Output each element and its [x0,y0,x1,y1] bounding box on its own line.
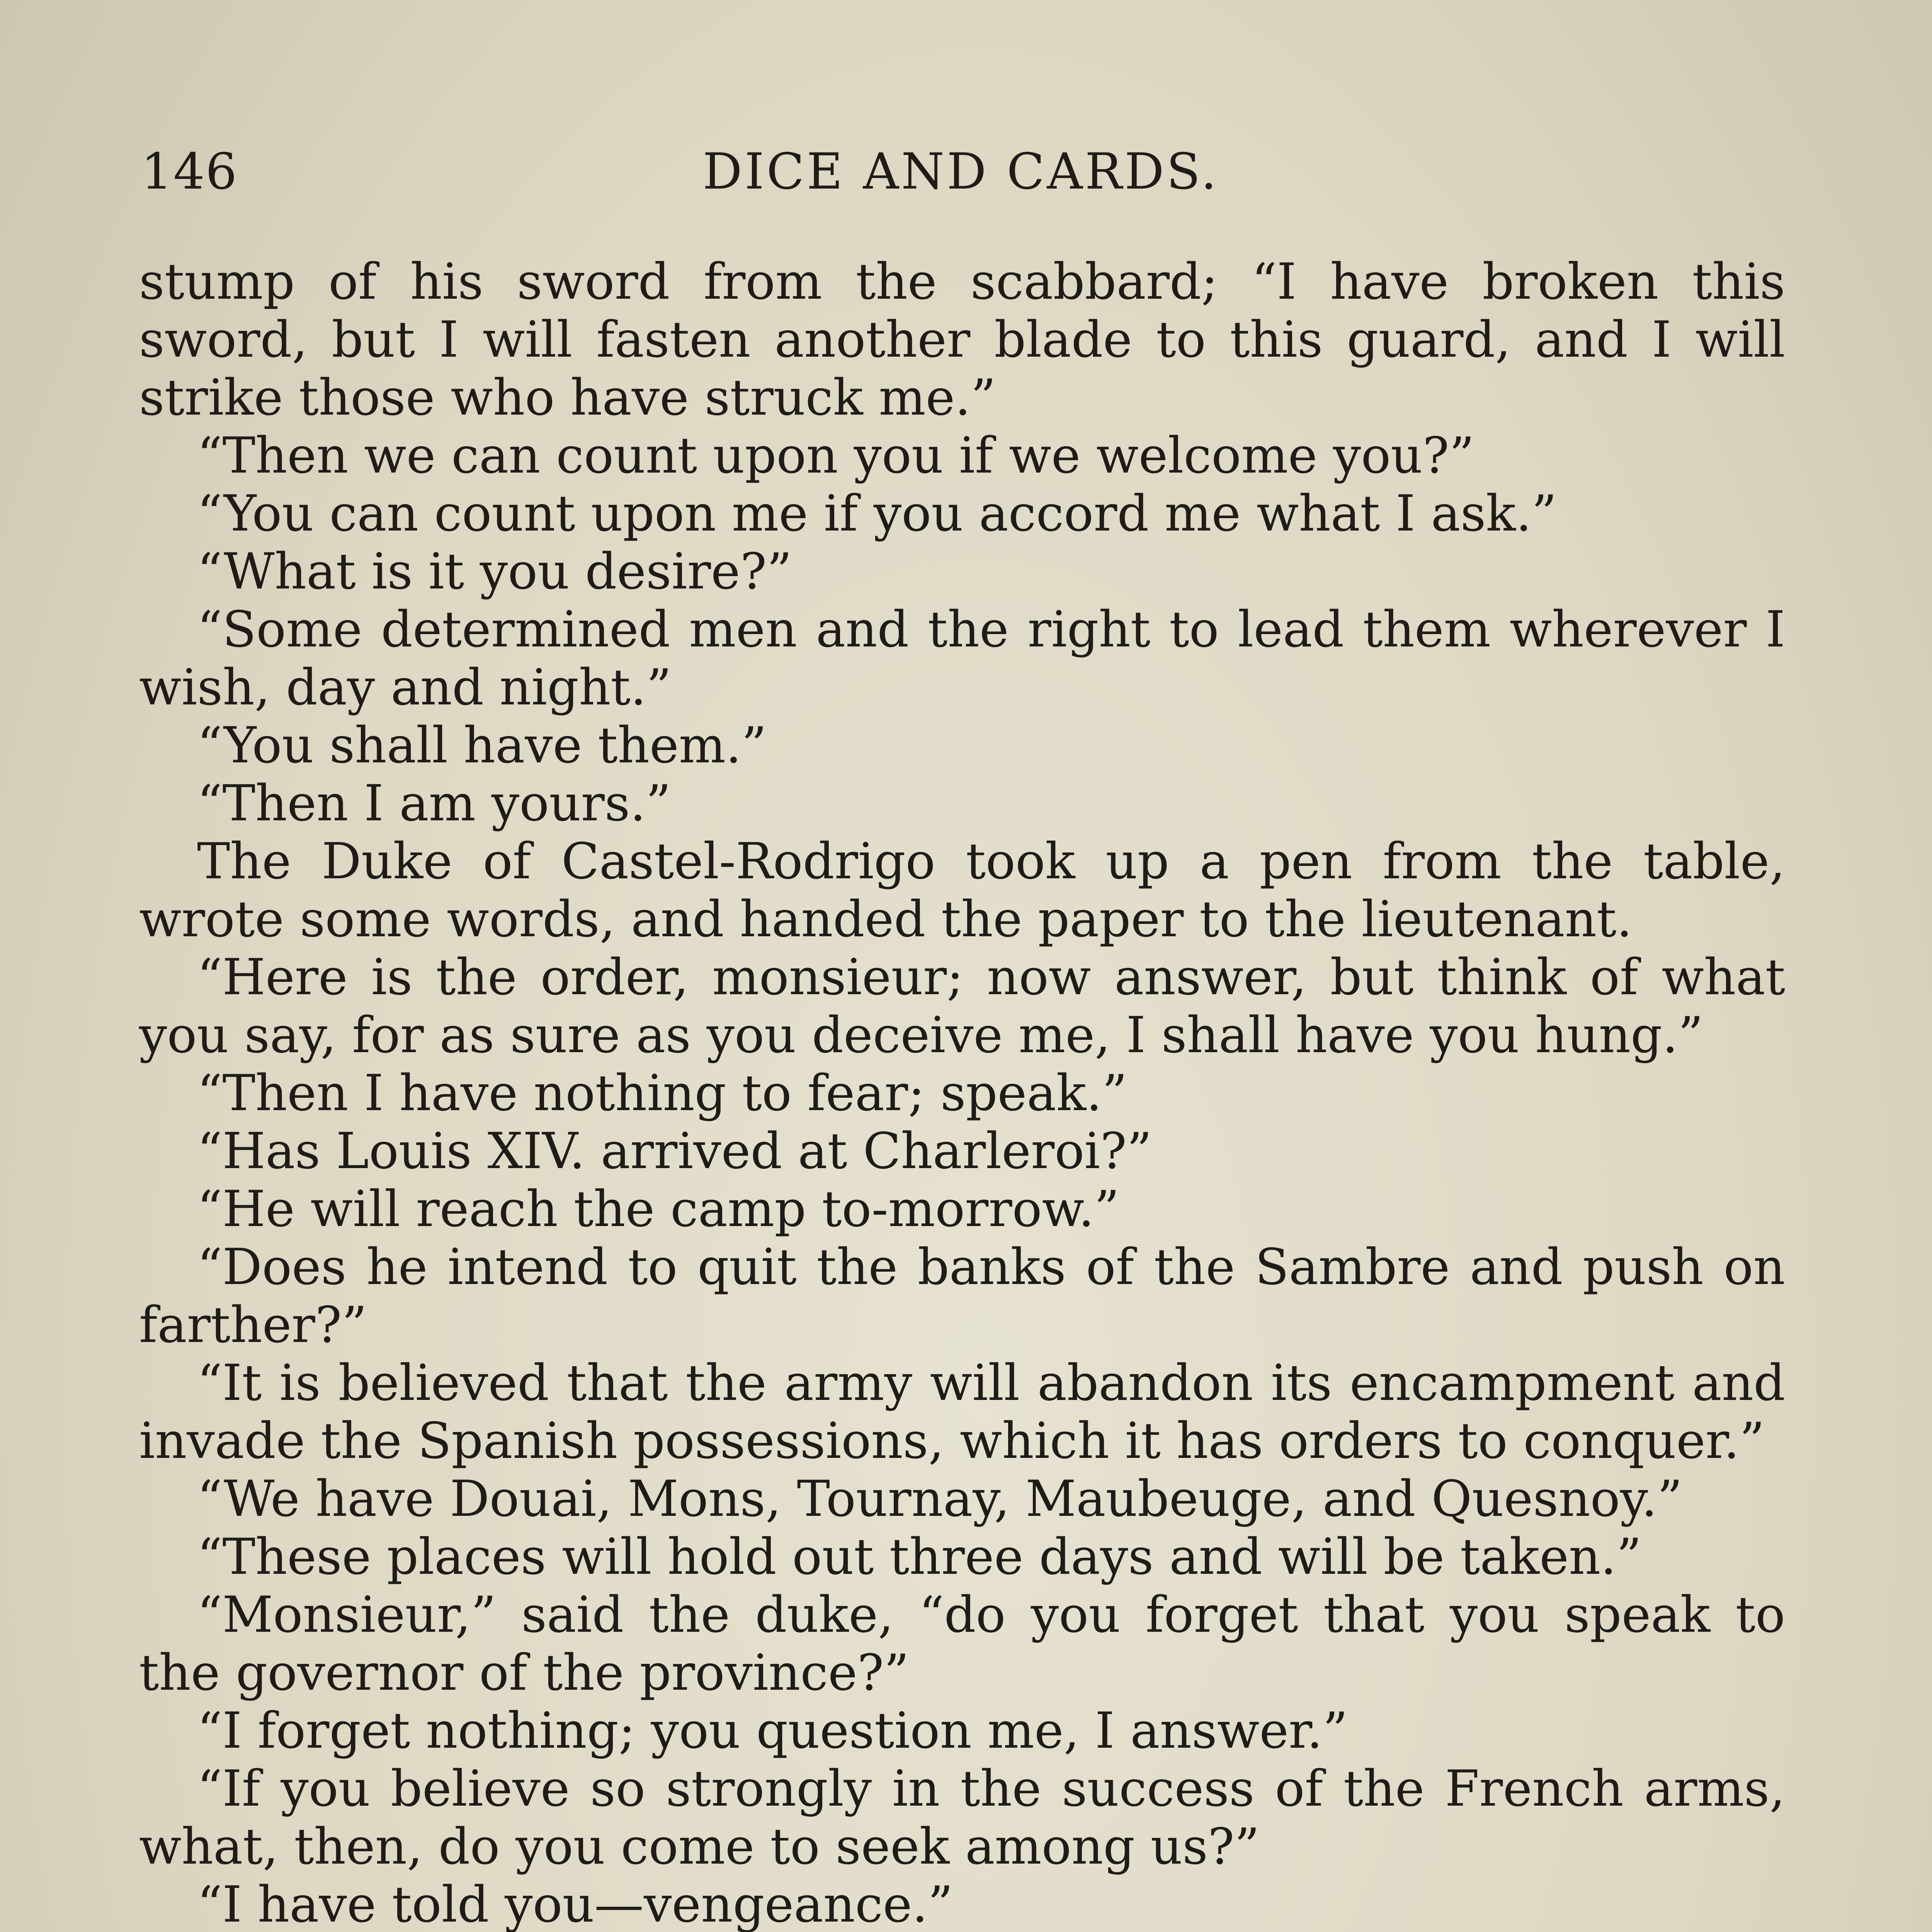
paragraph: “He will reach the camp to-morrow.” [197,1180,1120,1238]
body-text [139,253,1785,1932]
paragraph: stump of his sword from the scabbard; “I have broken this sword, but I will fasten another blade to this guard, and I will strike those who have struck me.” [139,253,1785,427]
paragraph: “Then I am yours.” [197,775,671,832]
paragraph: “These places will hold out three days and will be taken.” [197,1528,1642,1586]
paragraph: “Here is the order, monsieur; now answer, but think of what you say, for as sure as you deceive me, I shall have you hung.” [139,949,1785,1064]
paragraph: “Some determined men and the right to lead them wherever I wish, day and night.” [139,601,1785,716]
running-title: DICE AND CARDS. [702,143,1219,201]
paragraph: “Then we can count upon you if we welcome you?” [197,427,1475,485]
paragraph: “I have told you—vengeance.” [197,1876,953,1932]
paragraph: “We have Douai, Mons, Tournay, Maubeuge, and Quesnoy.” [197,1470,1683,1528]
paragraph: “What is it you desire?” [197,543,792,600]
paragraph: “Monsieur,” said the duke, “do you forget that you speak to the governor of the province?” [139,1586,1785,1702]
page-header [141,143,1781,205]
paragraph: “I forget nothing; you question me, I answer.” [197,1702,1348,1760]
paragraph: The Duke of Castel-Rodrigo took up a pen from the table, wrote some words, and handed the paper to the lieutenant. [139,833,1785,948]
paragraph: “Does he intend to quit the banks of the Sambre and push on farther?” [139,1238,1785,1354]
paragraph: “Has Louis XIV. arrived at Charleroi?” [197,1122,1152,1180]
page-number: 146 [141,143,238,201]
paragraph: “If you believe so strongly in the success of the French arms, what, then, do you come to seek among us?” [139,1760,1785,1876]
paragraph: “Then I have nothing to fear; speak.” [197,1065,1128,1122]
paragraph: “You shall have them.” [197,717,767,774]
paragraph: “It is believed that the army will abandon its encampment and invade the Spanish possessions, which it has orders to conquer.” [139,1354,1785,1470]
paragraph: “You can count upon me if you accord me what I ask.” [197,485,1557,543]
